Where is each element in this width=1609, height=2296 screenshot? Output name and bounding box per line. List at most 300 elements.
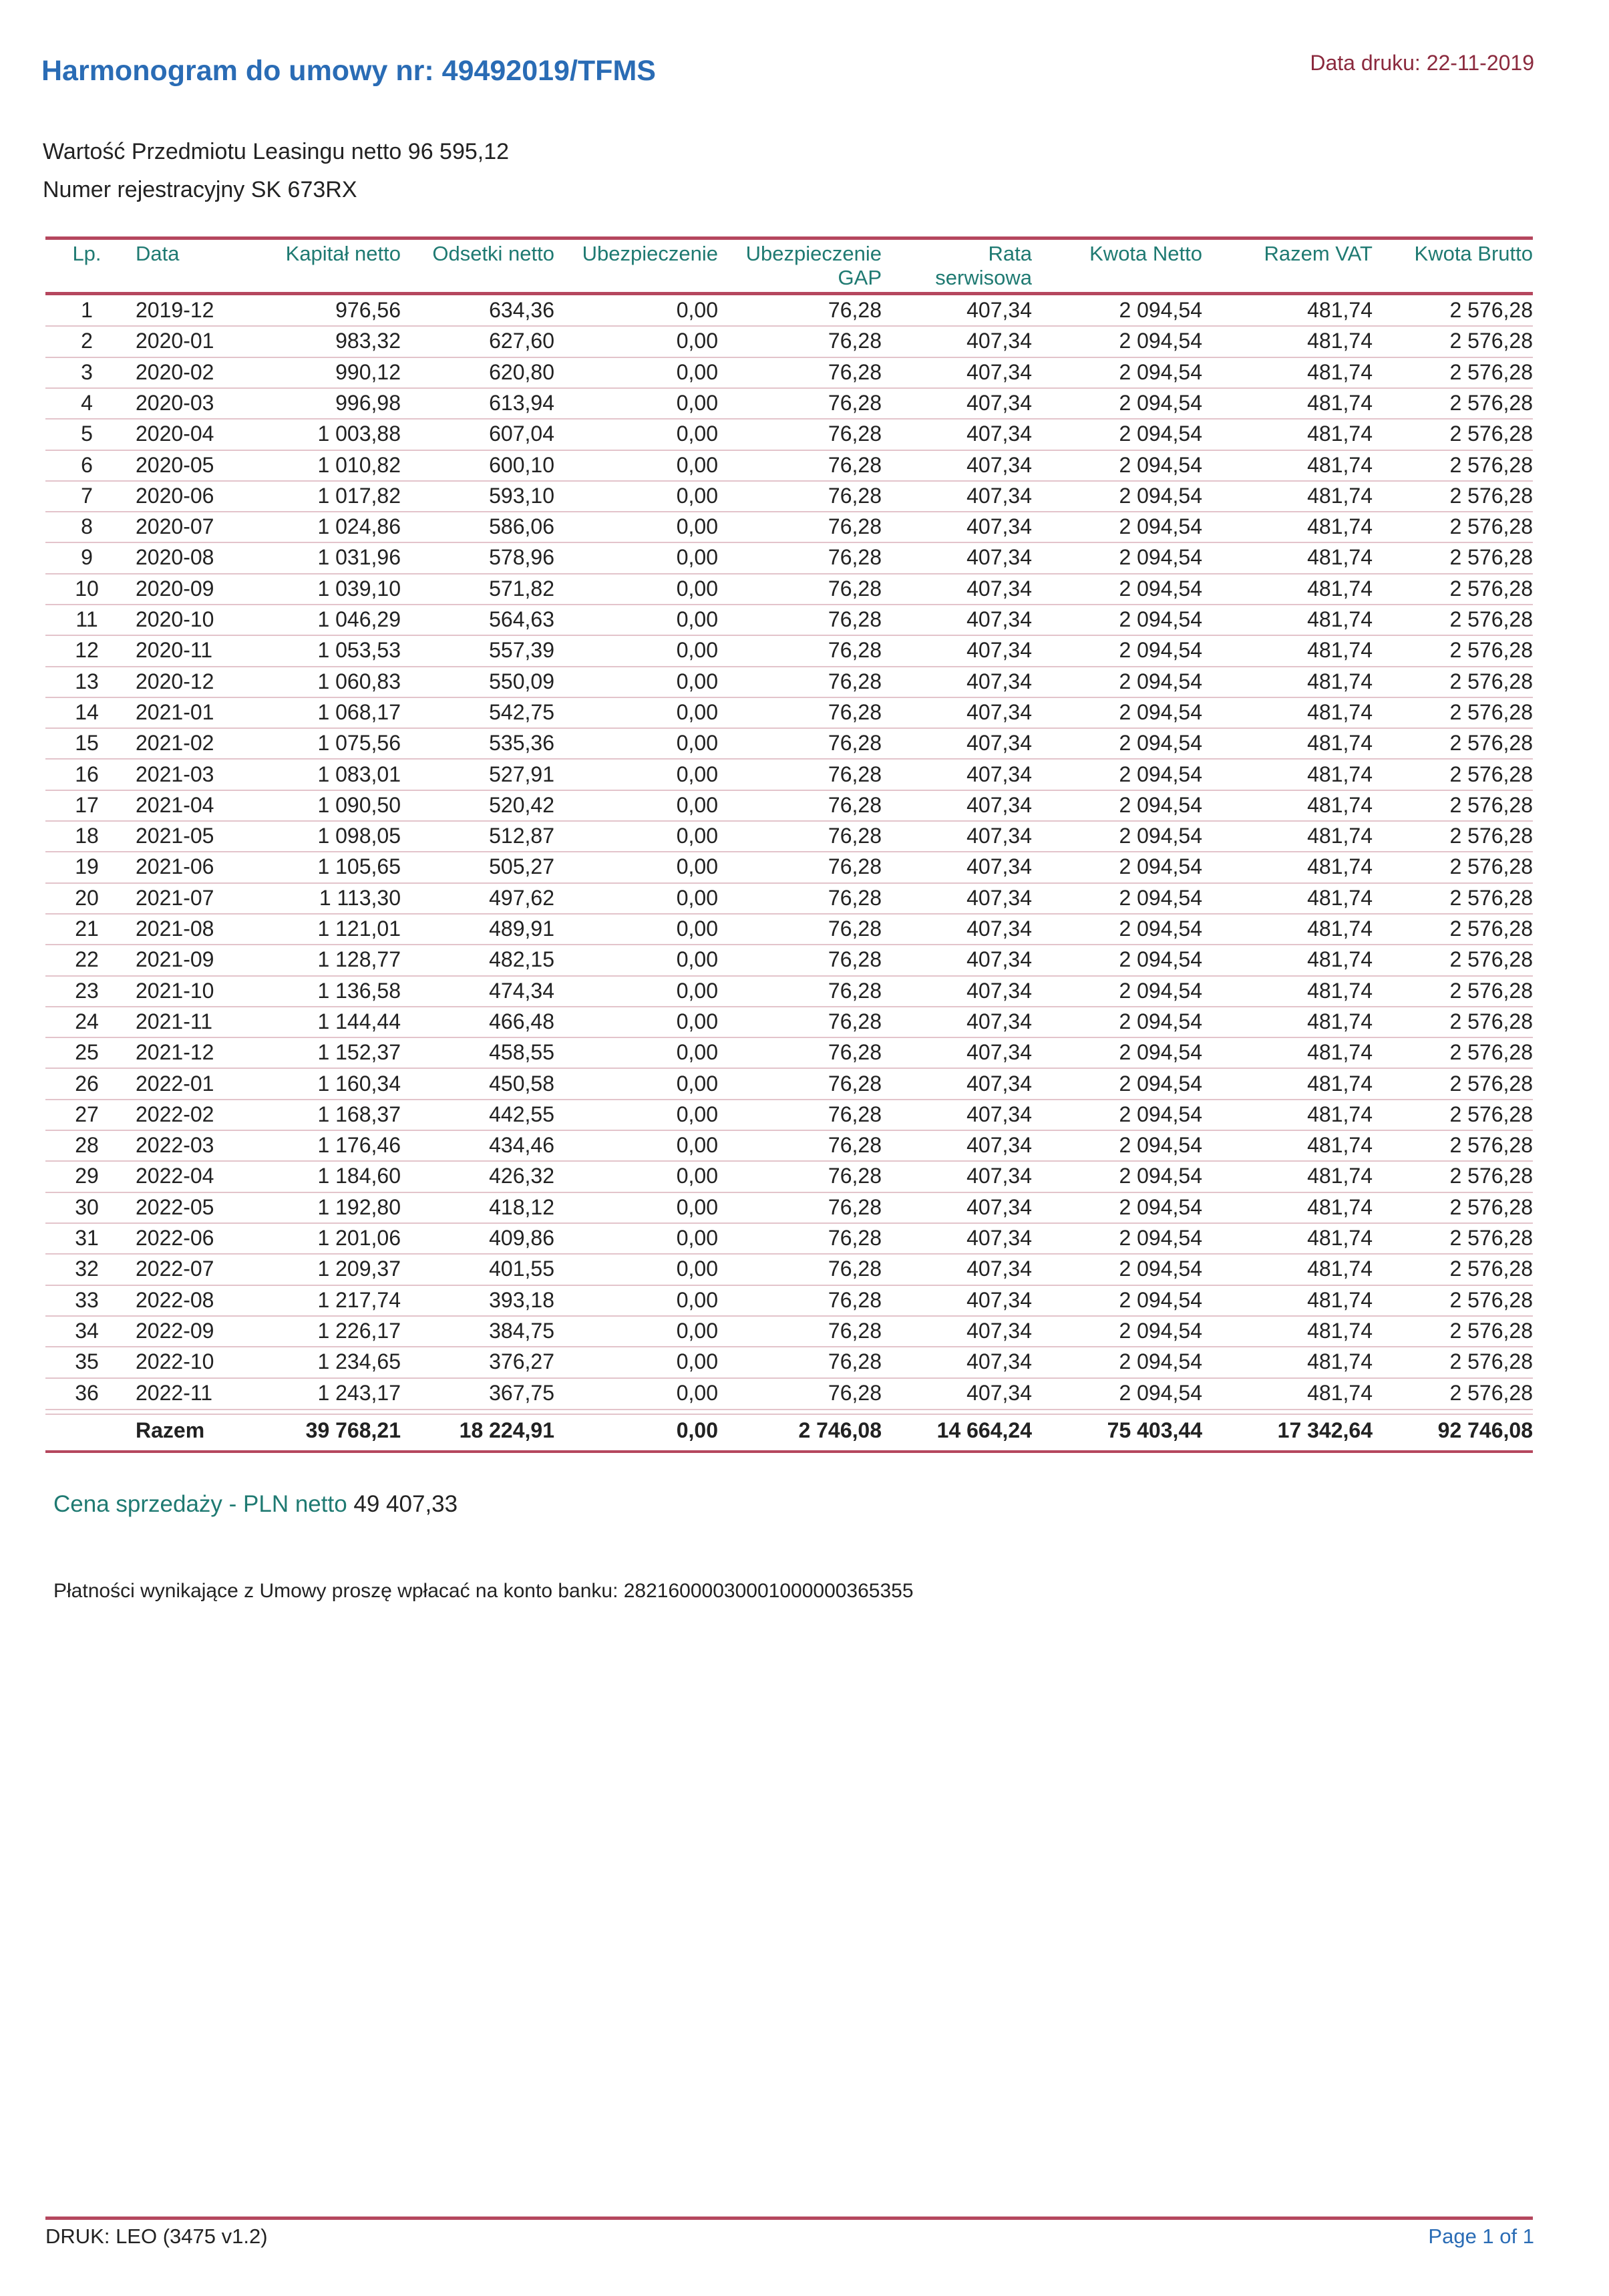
print-version: DRUK: LEO (3475 v1.2) bbox=[45, 2225, 268, 2248]
table-cell-amount-gross: 2 576,28 bbox=[1449, 1040, 1533, 1065]
table-cell-date: 2020-03 bbox=[136, 390, 214, 415]
table-cell-vat-total: 481,74 bbox=[1307, 885, 1373, 910]
table-cell-insurance: 0,00 bbox=[676, 792, 718, 817]
row-divider bbox=[45, 387, 1533, 389]
table-cell-lp: 13 bbox=[75, 669, 99, 693]
table-cell-amount-gross: 2 576,28 bbox=[1449, 885, 1533, 910]
table-cell-insurance: 0,00 bbox=[676, 885, 718, 910]
table-cell-lp: 10 bbox=[75, 576, 99, 601]
table-cell-vat-total: 481,74 bbox=[1307, 638, 1373, 663]
table-cell-amount-gross: 2 576,28 bbox=[1449, 1164, 1533, 1188]
table-cell-vat-total: 481,74 bbox=[1307, 1318, 1373, 1343]
table-cell-amount-gross: 2 576,28 bbox=[1449, 978, 1533, 1003]
table-cell-service-fee: 407,34 bbox=[966, 576, 1032, 601]
table-cell-interest-net: 393,18 bbox=[489, 1287, 554, 1312]
table-cell-amount-net: 2 094,54 bbox=[1119, 762, 1202, 786]
table-cell-capital-net: 1 192,80 bbox=[317, 1194, 401, 1219]
table-cell-insurance: 0,00 bbox=[676, 1009, 718, 1033]
table-cell-amount-net: 2 094,54 bbox=[1119, 422, 1202, 446]
table-cell-lp: 24 bbox=[75, 1009, 99, 1033]
table-cell-insurance-gap: 76,28 bbox=[828, 1164, 882, 1188]
row-divider bbox=[45, 758, 1533, 760]
table-cell-amount-net: 2 094,54 bbox=[1119, 1009, 1202, 1033]
table-cell-insurance: 0,00 bbox=[676, 329, 718, 353]
totals-cell-insurance: 0,00 bbox=[676, 1418, 718, 1442]
table-cell-service-fee: 407,34 bbox=[966, 1071, 1032, 1096]
table-cell-date: 2020-05 bbox=[136, 452, 214, 477]
table-top-rule bbox=[45, 236, 1533, 240]
table-cell-insurance-gap: 76,28 bbox=[828, 885, 882, 910]
table-cell-vat-total: 481,74 bbox=[1307, 452, 1373, 477]
row-divider bbox=[45, 604, 1533, 605]
table-cell-vat-total: 481,74 bbox=[1307, 1380, 1373, 1405]
table-cell-interest-net: 550,09 bbox=[489, 669, 554, 693]
totals-rule-1 bbox=[45, 1409, 1533, 1410]
table-cell-amount-gross: 2 576,28 bbox=[1449, 731, 1533, 756]
table-cell-date: 2022-02 bbox=[136, 1102, 214, 1126]
table-cell-amount-gross: 2 576,28 bbox=[1449, 576, 1533, 601]
table-cell-insurance-gap: 76,28 bbox=[828, 1009, 882, 1033]
table-cell-service-fee: 407,34 bbox=[966, 1257, 1032, 1281]
row-divider bbox=[45, 790, 1533, 791]
row-divider bbox=[45, 882, 1533, 884]
table-cell-insurance-gap: 76,28 bbox=[828, 390, 882, 415]
table-cell-interest-net: 620,80 bbox=[489, 359, 554, 384]
table-cell-lp: 25 bbox=[75, 1040, 99, 1065]
table-cell-amount-net: 2 094,54 bbox=[1119, 1349, 1202, 1374]
table-cell-service-fee: 407,34 bbox=[966, 1102, 1032, 1126]
table-cell-lp: 6 bbox=[81, 452, 93, 477]
table-cell-interest-net: 578,96 bbox=[489, 545, 554, 570]
table-cell-insurance-gap: 76,28 bbox=[828, 978, 882, 1003]
table-cell-service-fee: 407,34 bbox=[966, 1287, 1032, 1312]
table-cell-capital-net: 976,56 bbox=[335, 298, 401, 322]
table-cell-vat-total: 481,74 bbox=[1307, 824, 1373, 848]
table-cell-insurance-gap: 76,28 bbox=[828, 669, 882, 693]
table-cell-amount-gross: 2 576,28 bbox=[1449, 329, 1533, 353]
table-cell-lp: 26 bbox=[75, 1071, 99, 1096]
table-cell-interest-net: 535,36 bbox=[489, 731, 554, 756]
table-cell-capital-net: 1 060,83 bbox=[317, 669, 401, 693]
table-cell-vat-total: 481,74 bbox=[1307, 1194, 1373, 1219]
table-cell-date: 2021-04 bbox=[136, 792, 214, 817]
sale-price-label: Cena sprzedaży - PLN netto bbox=[53, 1491, 347, 1517]
table-cell-amount-gross: 2 576,28 bbox=[1449, 514, 1533, 539]
table-cell-date: 2021-09 bbox=[136, 947, 214, 972]
table-cell-lp: 16 bbox=[75, 762, 99, 786]
table-cell-date: 2021-02 bbox=[136, 731, 214, 756]
table-cell-date: 2020-08 bbox=[136, 545, 214, 570]
table-cell-date: 2021-06 bbox=[136, 854, 214, 879]
table-cell-date: 2020-12 bbox=[136, 669, 214, 693]
table-cell-service-fee: 407,34 bbox=[966, 731, 1032, 756]
table-cell-lp: 8 bbox=[81, 514, 93, 539]
table-cell-interest-net: 418,12 bbox=[489, 1194, 554, 1219]
table-cell-insurance: 0,00 bbox=[676, 1226, 718, 1250]
row-divider bbox=[45, 851, 1533, 852]
table-cell-insurance: 0,00 bbox=[676, 1287, 718, 1312]
table-cell-amount-gross: 2 576,28 bbox=[1449, 699, 1533, 724]
table-cell-capital-net: 1 121,01 bbox=[317, 917, 401, 941]
table-cell-amount-gross: 2 576,28 bbox=[1449, 1071, 1533, 1096]
table-cell-lp: 7 bbox=[81, 483, 93, 508]
table-cell-amount-net: 2 094,54 bbox=[1119, 1380, 1202, 1405]
table-cell-vat-total: 481,74 bbox=[1307, 422, 1373, 446]
table-cell-amount-net: 2 094,54 bbox=[1119, 1040, 1202, 1065]
table-cell-lp: 31 bbox=[75, 1226, 99, 1250]
table-cell-vat-total: 481,74 bbox=[1307, 792, 1373, 817]
table-cell-insurance: 0,00 bbox=[676, 483, 718, 508]
table-cell-interest-net: 512,87 bbox=[489, 824, 554, 848]
table-cell-service-fee: 407,34 bbox=[966, 1040, 1032, 1065]
table-cell-amount-gross: 2 576,28 bbox=[1449, 483, 1533, 508]
table-cell-amount-net: 2 094,54 bbox=[1119, 607, 1202, 631]
row-divider bbox=[45, 820, 1533, 822]
table-cell-capital-net: 1 176,46 bbox=[317, 1133, 401, 1158]
table-cell-insurance-gap: 76,28 bbox=[828, 792, 882, 817]
table-cell-capital-net: 1 068,17 bbox=[317, 699, 401, 724]
table-cell-amount-gross: 2 576,28 bbox=[1449, 1102, 1533, 1126]
table-cell-insurance-gap: 76,28 bbox=[828, 947, 882, 972]
table-cell-vat-total: 481,74 bbox=[1307, 978, 1373, 1003]
table-cell-capital-net: 1 226,17 bbox=[317, 1318, 401, 1343]
table-cell-interest-net: 557,39 bbox=[489, 638, 554, 663]
sale-price bbox=[53, 1491, 458, 1518]
table-cell-lp: 19 bbox=[75, 854, 99, 879]
table-cell-date: 2022-09 bbox=[136, 1318, 214, 1343]
table-cell-capital-net: 1 046,29 bbox=[317, 607, 401, 631]
table-cell-capital-net: 996,98 bbox=[335, 390, 401, 415]
table-cell-amount-net: 2 094,54 bbox=[1119, 1102, 1202, 1126]
table-cell-insurance-gap: 76,28 bbox=[828, 824, 882, 848]
table-cell-service-fee: 407,34 bbox=[966, 545, 1032, 570]
row-divider bbox=[45, 480, 1533, 482]
table-cell-interest-net: 564,63 bbox=[489, 607, 554, 631]
table-cell-amount-net: 2 094,54 bbox=[1119, 545, 1202, 570]
table-cell-interest-net: 376,27 bbox=[489, 1349, 554, 1374]
table-cell-vat-total: 481,74 bbox=[1307, 1040, 1373, 1065]
table-cell-interest-net: 607,04 bbox=[489, 422, 554, 446]
table-cell-interest-net: 593,10 bbox=[489, 483, 554, 508]
table-cell-capital-net: 1 039,10 bbox=[317, 576, 401, 601]
table-cell-vat-total: 481,74 bbox=[1307, 1009, 1373, 1033]
table-cell-insurance-gap: 76,28 bbox=[828, 422, 882, 446]
table-cell-insurance: 0,00 bbox=[676, 607, 718, 631]
table-cell-date: 2022-04 bbox=[136, 1164, 214, 1188]
table-cell-interest-net: 384,75 bbox=[489, 1318, 554, 1343]
table-cell-service-fee: 407,34 bbox=[966, 1133, 1032, 1158]
table-cell-insurance: 0,00 bbox=[676, 699, 718, 724]
table-cell-lp: 15 bbox=[75, 731, 99, 756]
table-cell-amount-gross: 2 576,28 bbox=[1449, 762, 1533, 786]
table-cell-insurance: 0,00 bbox=[676, 514, 718, 539]
table-cell-insurance: 0,00 bbox=[676, 422, 718, 446]
totals-cell-interest-net: 18 224,91 bbox=[459, 1418, 554, 1442]
table-cell-service-fee: 407,34 bbox=[966, 947, 1032, 972]
table-cell-date: 2021-07 bbox=[136, 885, 214, 910]
column-header-interest-net: Odsetki netto bbox=[432, 242, 554, 265]
table-cell-insurance-gap: 76,28 bbox=[828, 1257, 882, 1281]
table-cell-insurance-gap: 76,28 bbox=[828, 762, 882, 786]
row-divider bbox=[45, 573, 1533, 575]
table-cell-interest-net: 458,55 bbox=[489, 1040, 554, 1065]
row-divider bbox=[45, 727, 1533, 729]
table-cell-amount-gross: 2 576,28 bbox=[1449, 1287, 1533, 1312]
table-cell-insurance: 0,00 bbox=[676, 390, 718, 415]
table-cell-date: 2020-07 bbox=[136, 514, 214, 539]
table-cell-date: 2020-11 bbox=[136, 638, 213, 663]
column-header-amount-net: Kwota Netto bbox=[1089, 242, 1202, 265]
table-cell-interest-net: 586,06 bbox=[489, 514, 554, 539]
table-cell-interest-net: 497,62 bbox=[489, 885, 554, 910]
row-divider bbox=[45, 418, 1533, 420]
table-cell-lp: 22 bbox=[75, 947, 99, 972]
table-cell-capital-net: 1 024,86 bbox=[317, 514, 401, 539]
table-cell-lp: 36 bbox=[75, 1380, 99, 1405]
table-cell-insurance-gap: 76,28 bbox=[828, 638, 882, 663]
table-cell-insurance: 0,00 bbox=[676, 1133, 718, 1158]
table-cell-interest-net: 489,91 bbox=[489, 917, 554, 941]
table-cell-insurance: 0,00 bbox=[676, 854, 718, 879]
totals-rule-2 bbox=[45, 1414, 1533, 1415]
table-cell-date: 2022-03 bbox=[136, 1133, 214, 1158]
table-cell-insurance: 0,00 bbox=[676, 1318, 718, 1343]
table-cell-amount-gross: 2 576,28 bbox=[1449, 545, 1533, 570]
table-cell-vat-total: 481,74 bbox=[1307, 1257, 1373, 1281]
table-bottom-rule bbox=[45, 1450, 1533, 1453]
table-cell-insurance-gap: 76,28 bbox=[828, 576, 882, 601]
table-cell-lp: 9 bbox=[81, 545, 93, 570]
table-cell-amount-net: 2 094,54 bbox=[1119, 1164, 1202, 1188]
table-cell-interest-net: 474,34 bbox=[489, 978, 554, 1003]
table-cell-amount-net: 2 094,54 bbox=[1119, 1226, 1202, 1250]
table-cell-lp: 4 bbox=[81, 390, 93, 415]
table-cell-date: 2022-11 bbox=[136, 1380, 213, 1405]
table-cell-capital-net: 1 003,88 bbox=[317, 422, 401, 446]
table-cell-amount-gross: 2 576,28 bbox=[1449, 917, 1533, 941]
row-divider bbox=[45, 635, 1533, 636]
table-cell-amount-net: 2 094,54 bbox=[1119, 329, 1202, 353]
table-cell-capital-net: 1 128,77 bbox=[317, 947, 401, 972]
table-cell-insurance-gap: 76,28 bbox=[828, 699, 882, 724]
table-cell-insurance-gap: 76,28 bbox=[828, 329, 882, 353]
table-cell-amount-net: 2 094,54 bbox=[1119, 885, 1202, 910]
table-cell-insurance-gap: 76,28 bbox=[828, 1040, 882, 1065]
table-cell-amount-net: 2 094,54 bbox=[1119, 1257, 1202, 1281]
table-cell-insurance-gap: 76,28 bbox=[828, 483, 882, 508]
table-cell-service-fee: 407,34 bbox=[966, 514, 1032, 539]
table-cell-lp: 1 bbox=[81, 298, 93, 322]
table-cell-interest-net: 542,75 bbox=[489, 699, 554, 724]
row-divider bbox=[45, 1037, 1533, 1038]
row-divider bbox=[45, 913, 1533, 915]
table-cell-vat-total: 481,74 bbox=[1307, 1133, 1373, 1158]
table-cell-insurance: 0,00 bbox=[676, 947, 718, 972]
table-cell-insurance: 0,00 bbox=[676, 638, 718, 663]
table-cell-insurance: 0,00 bbox=[676, 576, 718, 601]
table-cell-amount-net: 2 094,54 bbox=[1119, 638, 1202, 663]
table-cell-vat-total: 481,74 bbox=[1307, 699, 1373, 724]
table-cell-service-fee: 407,34 bbox=[966, 1318, 1032, 1343]
table-cell-amount-gross: 2 576,28 bbox=[1449, 669, 1533, 693]
table-cell-amount-net: 2 094,54 bbox=[1119, 1194, 1202, 1219]
table-cell-insurance: 0,00 bbox=[676, 1164, 718, 1188]
row-divider bbox=[45, 1099, 1533, 1100]
table-cell-amount-net: 2 094,54 bbox=[1119, 792, 1202, 817]
table-cell-date: 2020-10 bbox=[136, 607, 214, 631]
table-cell-amount-gross: 2 576,28 bbox=[1449, 452, 1533, 477]
table-cell-vat-total: 481,74 bbox=[1307, 359, 1373, 384]
table-cell-insurance-gap: 76,28 bbox=[828, 1194, 882, 1219]
row-divider bbox=[45, 511, 1533, 512]
table-cell-insurance-gap: 76,28 bbox=[828, 1133, 882, 1158]
table-cell-capital-net: 1 098,05 bbox=[317, 824, 401, 848]
table-cell-amount-net: 2 094,54 bbox=[1119, 390, 1202, 415]
table-cell-interest-net: 634,36 bbox=[489, 298, 554, 322]
table-cell-vat-total: 481,74 bbox=[1307, 731, 1373, 756]
table-cell-service-fee: 407,34 bbox=[966, 885, 1032, 910]
table-cell-insurance: 0,00 bbox=[676, 1071, 718, 1096]
table-cell-lp: 27 bbox=[75, 1102, 99, 1126]
table-cell-lp: 5 bbox=[81, 422, 93, 446]
table-cell-service-fee: 407,34 bbox=[966, 1164, 1032, 1188]
table-cell-interest-net: 442,55 bbox=[489, 1102, 554, 1126]
table-cell-date: 2021-01 bbox=[136, 699, 214, 724]
table-cell-lp: 21 bbox=[75, 917, 99, 941]
table-cell-lp: 29 bbox=[75, 1164, 99, 1188]
table-cell-date: 2021-05 bbox=[136, 824, 214, 848]
table-cell-insurance-gap: 76,28 bbox=[828, 545, 882, 570]
table-cell-vat-total: 481,74 bbox=[1307, 947, 1373, 972]
table-cell-insurance-gap: 76,28 bbox=[828, 731, 882, 756]
table-cell-amount-net: 2 094,54 bbox=[1119, 298, 1202, 322]
table-cell-date: 2022-08 bbox=[136, 1287, 214, 1312]
table-cell-service-fee: 407,34 bbox=[966, 1194, 1032, 1219]
table-cell-insurance-gap: 76,28 bbox=[828, 1380, 882, 1405]
table-cell-amount-gross: 2 576,28 bbox=[1449, 1257, 1533, 1281]
table-cell-date: 2022-10 bbox=[136, 1349, 214, 1374]
column-header-capital-net: Kapitał netto bbox=[285, 242, 401, 265]
table-cell-insurance: 0,00 bbox=[676, 762, 718, 786]
table-cell-interest-net: 571,82 bbox=[489, 576, 554, 601]
table-cell-lp: 12 bbox=[75, 638, 99, 663]
column-header-service-fee: Rata bbox=[988, 242, 1032, 265]
table-cell-amount-gross: 2 576,28 bbox=[1449, 1349, 1533, 1374]
table-cell-amount-gross: 2 576,28 bbox=[1449, 422, 1533, 446]
table-cell-service-fee: 407,34 bbox=[966, 978, 1032, 1003]
table-cell-insurance-gap: 76,28 bbox=[828, 1349, 882, 1374]
table-cell-lp: 14 bbox=[75, 699, 99, 724]
table-cell-amount-net: 2 094,54 bbox=[1119, 824, 1202, 848]
table-cell-vat-total: 481,74 bbox=[1307, 1164, 1373, 1188]
table-cell-service-fee: 407,34 bbox=[966, 483, 1032, 508]
table-cell-capital-net: 1 113,30 bbox=[319, 885, 401, 910]
table-cell-capital-net: 1 083,01 bbox=[317, 762, 401, 786]
table-cell-capital-net: 1 090,50 bbox=[317, 792, 401, 817]
table-cell-interest-net: 450,58 bbox=[489, 1071, 554, 1096]
table-cell-amount-net: 2 094,54 bbox=[1119, 1071, 1202, 1096]
column-header-service-fee-line2: serwisowa bbox=[935, 266, 1032, 289]
table-cell-capital-net: 1 234,65 bbox=[317, 1349, 401, 1374]
table-cell-insurance-gap: 76,28 bbox=[828, 514, 882, 539]
table-cell-insurance-gap: 76,28 bbox=[828, 359, 882, 384]
table-cell-insurance-gap: 76,28 bbox=[828, 1318, 882, 1343]
table-cell-amount-gross: 2 576,28 bbox=[1449, 947, 1533, 972]
table-cell-capital-net: 983,32 bbox=[335, 329, 401, 353]
table-cell-interest-net: 367,75 bbox=[489, 1380, 554, 1405]
column-header-insurance: Ubezpieczenie bbox=[582, 242, 718, 265]
table-cell-insurance-gap: 76,28 bbox=[828, 917, 882, 941]
row-divider bbox=[45, 1222, 1533, 1224]
print-date: Data druku: 22-11-2019 bbox=[1310, 51, 1534, 75]
table-cell-capital-net: 1 010,82 bbox=[317, 452, 401, 477]
footer-divider bbox=[45, 2217, 1533, 2220]
table-cell-insurance-gap: 76,28 bbox=[828, 607, 882, 631]
row-divider bbox=[45, 1315, 1533, 1317]
table-cell-amount-net: 2 094,54 bbox=[1119, 1287, 1202, 1312]
table-cell-service-fee: 407,34 bbox=[966, 762, 1032, 786]
table-cell-service-fee: 407,34 bbox=[966, 607, 1032, 631]
page-number: Page 1 of 1 bbox=[1428, 2225, 1534, 2248]
table-cell-service-fee: 407,34 bbox=[966, 699, 1032, 724]
table-cell-lp: 28 bbox=[75, 1133, 99, 1158]
table-cell-amount-gross: 2 576,28 bbox=[1449, 390, 1533, 415]
totals-cell-amount-gross: 92 746,08 bbox=[1437, 1418, 1533, 1442]
table-cell-insurance: 0,00 bbox=[676, 1349, 718, 1374]
table-cell-service-fee: 407,34 bbox=[966, 792, 1032, 817]
totals-cell-service-fee: 14 664,24 bbox=[936, 1418, 1032, 1442]
table-cell-capital-net: 1 160,34 bbox=[317, 1071, 401, 1096]
table-cell-capital-net: 1 136,58 bbox=[317, 978, 401, 1003]
table-cell-service-fee: 407,34 bbox=[966, 1009, 1032, 1033]
table-cell-vat-total: 481,74 bbox=[1307, 483, 1373, 508]
table-cell-vat-total: 481,74 bbox=[1307, 576, 1373, 601]
table-cell-amount-net: 2 094,54 bbox=[1119, 483, 1202, 508]
table-cell-capital-net: 1 217,74 bbox=[317, 1287, 401, 1312]
table-cell-vat-total: 481,74 bbox=[1307, 1102, 1373, 1126]
table-cell-amount-gross: 2 576,28 bbox=[1449, 638, 1533, 663]
table-cell-insurance-gap: 76,28 bbox=[828, 1226, 882, 1250]
table-cell-lp: 33 bbox=[75, 1287, 99, 1312]
table-cell-date: 2022-01 bbox=[136, 1071, 214, 1096]
table-cell-vat-total: 481,74 bbox=[1307, 762, 1373, 786]
table-cell-lp: 18 bbox=[75, 824, 99, 848]
table-cell-insurance-gap: 76,28 bbox=[828, 452, 882, 477]
table-cell-vat-total: 481,74 bbox=[1307, 390, 1373, 415]
table-cell-vat-total: 481,74 bbox=[1307, 917, 1373, 941]
table-cell-capital-net: 990,12 bbox=[335, 359, 401, 384]
table-cell-insurance: 0,00 bbox=[676, 917, 718, 941]
table-cell-amount-gross: 2 576,28 bbox=[1449, 1009, 1533, 1033]
table-cell-vat-total: 481,74 bbox=[1307, 1349, 1373, 1374]
table-cell-amount-gross: 2 576,28 bbox=[1449, 1318, 1533, 1343]
table-cell-service-fee: 407,34 bbox=[966, 824, 1032, 848]
table-cell-amount-gross: 2 576,28 bbox=[1449, 1380, 1533, 1405]
table-cell-vat-total: 481,74 bbox=[1307, 854, 1373, 879]
table-cell-insurance: 0,00 bbox=[676, 824, 718, 848]
table-cell-capital-net: 1 144,44 bbox=[317, 1009, 401, 1033]
table-cell-lp: 20 bbox=[75, 885, 99, 910]
table-cell-insurance: 0,00 bbox=[676, 298, 718, 322]
table-cell-capital-net: 1 017,82 bbox=[317, 483, 401, 508]
table-cell-date: 2021-10 bbox=[136, 978, 214, 1003]
table-header-rule bbox=[45, 292, 1533, 295]
table-cell-date: 2020-09 bbox=[136, 576, 214, 601]
table-cell-amount-net: 2 094,54 bbox=[1119, 452, 1202, 477]
table-cell-amount-net: 2 094,54 bbox=[1119, 917, 1202, 941]
row-divider bbox=[45, 1192, 1533, 1193]
table-cell-service-fee: 407,34 bbox=[966, 390, 1032, 415]
